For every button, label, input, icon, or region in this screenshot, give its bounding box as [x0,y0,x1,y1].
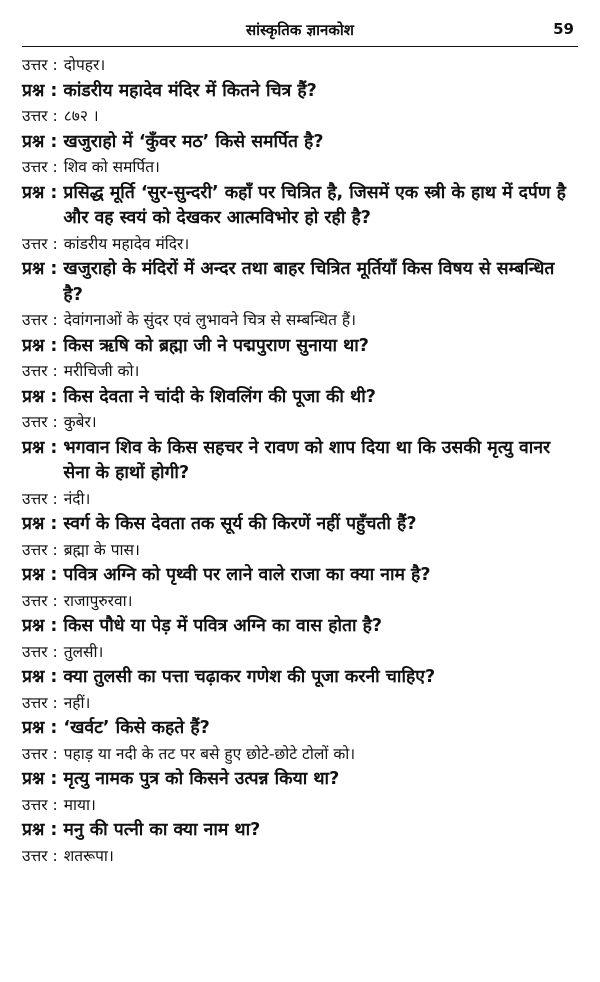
question-row [22,716,578,742]
answer-label: उत्तर : [22,795,58,814]
question-text: प्रसिद्ध मूर्ति ‘सुर-सुन्दरी’ कहाँ पर चित्रित है, जिसमें एक स्त्री के हाथ में दर्पण है और वह स्वयं को देखकर आत्मविभोर हो रही है? [63,182,566,228]
question-text: पवित्र अग्नि को पृथ्वी पर लाने वाले राजा का क्या नाम है? [63,565,431,585]
answer-text: माया। [63,795,96,814]
answer-row [22,844,578,870]
question-label: प्रश्न : [22,769,58,789]
question-text: स्वर्ग के किस देवता तक सूर्य की किरणें नहीं पहुँचती हैं? [63,514,417,534]
answer-text: पहाड़ या नदी के तट पर बसे हुए छोटे-छोटे टोलों को। [63,744,356,763]
question-row [22,181,578,232]
question-text: किस देवता ने चांदी के शिवलिंग की पूजा की थी? [63,386,376,407]
answer-row [22,359,578,385]
question-row [22,563,578,589]
answer-label: उत्तर : [22,362,58,380]
answer-row [22,232,578,258]
answer-row [22,640,578,666]
question-text: क्या तुलसी का पत्ता चढ़ाकर गणेश की पूजा करनी चाहिए? [63,667,436,687]
answer-label: उत्तर : [22,693,58,712]
answer-row [22,742,578,768]
question-label: प्रश्न : [22,259,58,279]
question-label: प्रश्न : [22,820,58,840]
answer-label: उत्तर : [22,846,58,865]
question-label: प्रश्न : [22,182,58,203]
question-label: प्रश्न : [22,80,58,101]
page-number: 59 [553,20,574,38]
answer-text: मरीचिजी को। [63,362,140,380]
answer-row [22,104,578,130]
answer-label: उत्तर : [22,591,58,610]
question-text: भगवान शिव के किस सहचर ने रावण को शाप दिया था कि उसकी मृत्यु वानर सेना के हाथों होगी? [63,437,551,483]
answer-label: उत्तर : [22,744,58,763]
answer-label: उत्तर : [22,234,58,253]
answer-label: उत्तर : [22,311,58,329]
question-row [22,257,578,308]
question-answer-list [22,53,578,869]
question-text: ‘खर्वट’ किसे कहते हैं? [63,718,210,738]
answer-text: ब्रह्मा के पास। [63,540,140,559]
question-label: प्रश्न : [22,565,58,585]
page-header [22,20,578,47]
question-label: प्रश्न : [22,514,58,534]
question-row [22,665,578,691]
answer-row [22,308,578,334]
question-row [22,334,578,360]
answer-text: ८७२ । [63,107,99,125]
question-text: खजुराहो में ‘कुँवर मठ’ किसे समर्पित है? [63,131,324,152]
question-row [22,512,578,538]
question-row [22,818,578,844]
question-row [22,767,578,793]
question-text: खजुराहो के मंदिरों में अन्दर तथा बाहर चित्रित मूर्तियाँ किस विषय से सम्बन्धित है? [63,259,555,305]
answer-label: उत्तर : [22,158,58,176]
answer-row [22,487,578,513]
question-label: प्रश्न : [22,718,58,738]
answer-row [22,691,578,717]
answer-text: नंदी। [63,489,91,508]
answer-text: शिव को समर्पित। [63,158,160,176]
answer-row [22,155,578,181]
question-label: प्रश्न : [22,335,58,356]
question-label: प्रश्न : [22,667,58,687]
answer-text: तुलसी। [63,642,104,661]
answer-text: दोपहर। [63,56,106,74]
question-text: किस पौधे या पेड़ में पवित्र अग्नि का वास होता है? [63,616,383,636]
answer-label: उत्तर : [22,413,58,431]
answer-label: उत्तर : [22,107,58,125]
answer-label: उत्तर : [22,56,58,74]
question-text: मृत्यु नामक पुत्र को किसने उत्पन्न किया था? [63,769,340,789]
answer-row [22,793,578,819]
answer-text: कुबेर। [63,413,97,431]
question-label: प्रश्न : [22,386,58,407]
answer-row [22,410,578,436]
question-row [22,130,578,156]
answer-text: राजापुरुरवा। [63,591,133,610]
question-row [22,79,578,105]
question-text: मनु की पत्नी का क्या नाम था? [63,820,261,840]
answer-row [22,53,578,79]
question-row [22,614,578,640]
answer-row [22,538,578,564]
question-row [22,436,578,487]
question-text: किस ऋषि को ब्रह्मा जी ने पद्मपुराण सुनाया था? [63,335,369,356]
question-label: प्रश्न : [22,437,58,458]
answer-text: कांडरीय महादेव मंदिर। [63,234,190,253]
answer-text: देवांगनाओं के सुंदर एवं लुभावने चित्र से सम्बन्धित हैं। [63,311,356,329]
running-title: सांस्कृतिक ज्ञानकोश [246,21,354,39]
question-label: प्रश्न : [22,131,58,152]
question-label: प्रश्न : [22,616,58,636]
answer-label: उत्तर : [22,642,58,661]
question-row [22,385,578,411]
answer-text: शतरूपा। [63,846,114,865]
answer-row [22,589,578,615]
answer-text: नहीं। [63,693,91,712]
question-text: कांडरीय महादेव मंदिर में कितने चित्र हैं? [63,80,317,101]
answer-label: उत्तर : [22,540,58,559]
answer-label: उत्तर : [22,489,58,508]
